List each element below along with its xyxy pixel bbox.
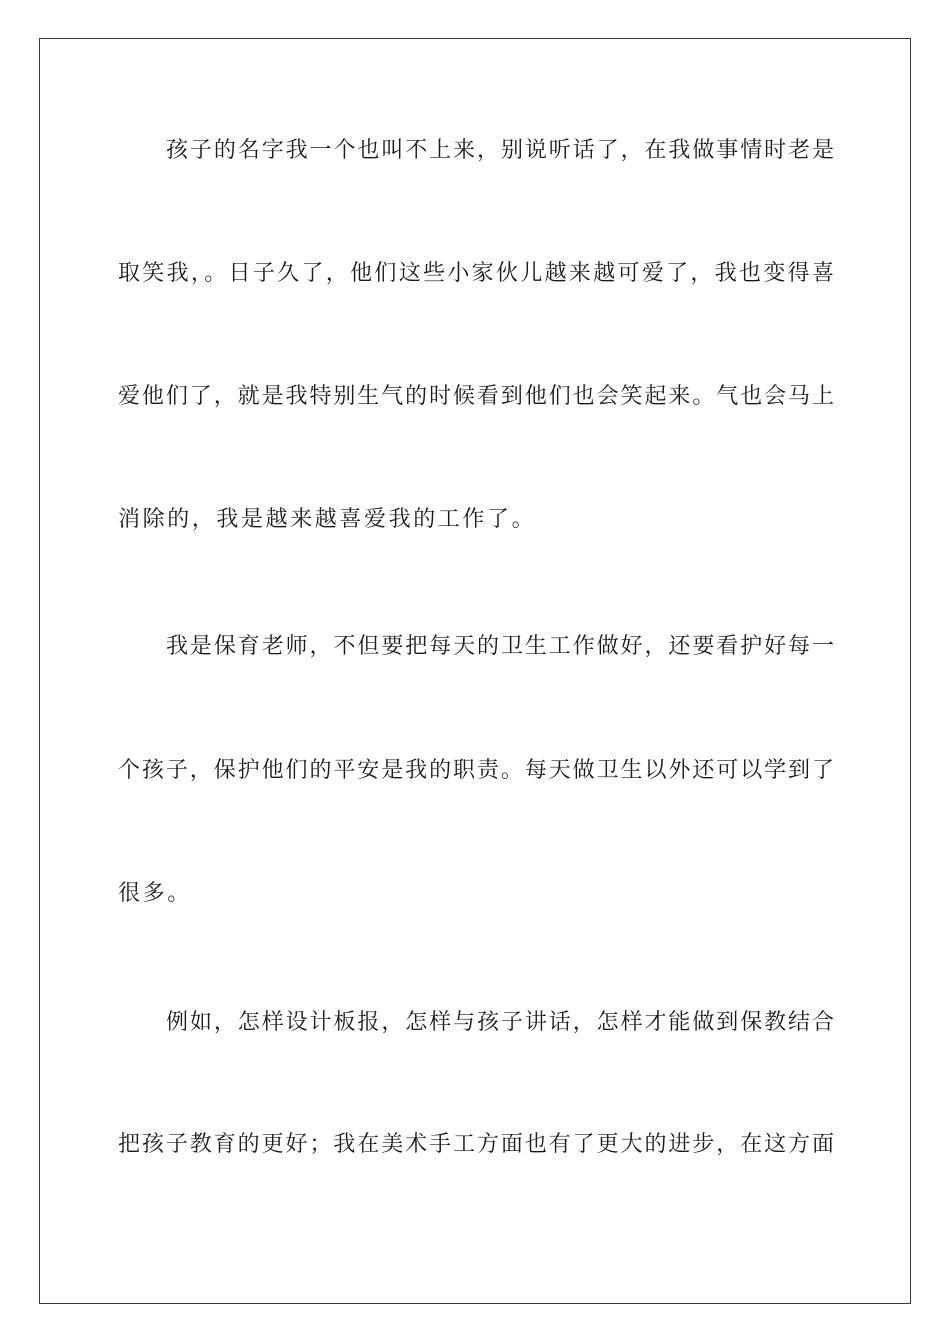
paragraph-3-line-2: 把孩子教育的更好；我在美术手工方面也有了更大的进步，在这方面 [118,1132,834,1157]
paragraph-2-line-1: 我是保育老师，不但要把每天的卫生工作做好，还要看护好每一 [166,634,834,659]
paragraph-1-line-3: 爱他们了，就是我特别生气的时候看到他们也会笑起来。气也会马上 [118,384,834,409]
paragraph-2-line-3: 很多。 [118,881,192,906]
page-border [39,38,911,1304]
paragraph-1-line-4: 消除的，我是越来越喜爱我的工作了。 [118,507,537,532]
paragraph-1-line-2: 取笑我，。日子久了，他们这些小家伙儿越来越可爱了，我也变得喜 [118,261,834,286]
paragraph-3-line-1: 例如，怎样设计板报，怎样与孩子讲话，怎样才能做到保教结合 [166,1010,834,1035]
paragraph-2-line-2: 个孩子，保护他们的平安是我的职责。每天做卫生以外还可以学到了 [118,758,834,783]
paragraph-1-line-1: 孩子的名字我一个也叫不上来，别说听话了，在我做事情时老是 [166,138,834,163]
